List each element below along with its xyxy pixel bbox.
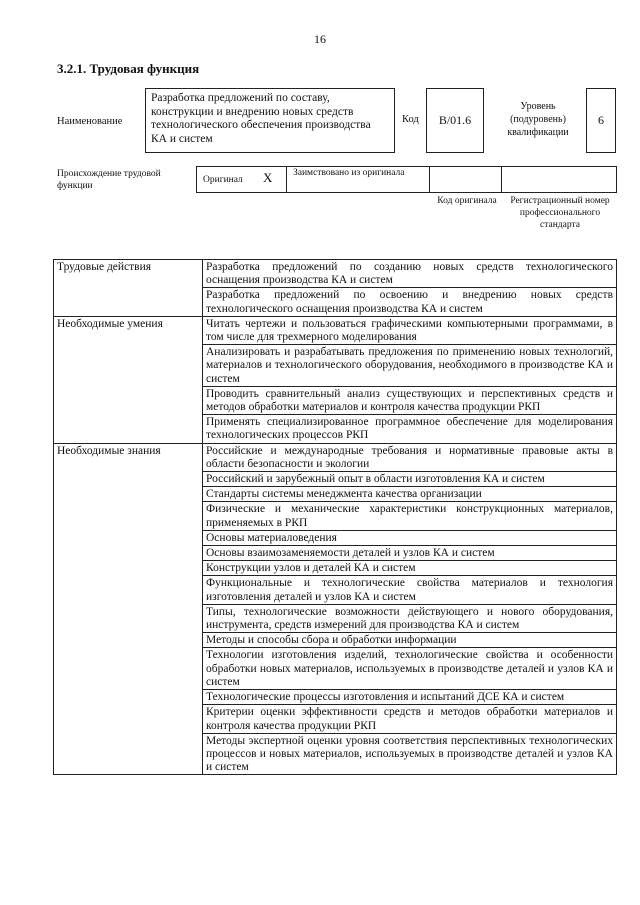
category-cell: Необходимые умения bbox=[54, 316, 203, 443]
requirement-item: Анализировать и разрабатывать предложения по применению новых технологий, материалов и технологического оборудования, необходимого в производстве КА и систем bbox=[203, 345, 617, 387]
origin-label: Происхождение трудовой функции bbox=[57, 169, 161, 191]
requirement-item: Российские и международные требования и нормативные правовые акты в области безопасности и экологии bbox=[203, 443, 617, 471]
requirement-item: Основы взаимозаменяемости деталей и узлов КА и систем bbox=[203, 546, 617, 561]
code-box bbox=[426, 88, 484, 153]
function-name-value: Разработка предложений по составу, конструкции и внедрению новых средств технологического обеспечения производства КА и систем bbox=[151, 92, 371, 145]
code-original-cell bbox=[429, 166, 501, 193]
requirement-item: Основы материаловедения bbox=[203, 530, 617, 545]
original-label: Оригинал bbox=[203, 175, 243, 185]
code-value: B/01.6 bbox=[438, 113, 472, 127]
section-title: 3.2.1. Трудовая функция bbox=[57, 61, 200, 76]
function-table bbox=[53, 259, 617, 775]
requirement-item: Технологии изготовления изделий, технологические свойства и особенности обработки новых материалов, используемых в производстве деталей и узлов КА и систем bbox=[203, 648, 617, 690]
function-name-box bbox=[145, 88, 395, 153]
requirement-item: Проводить сравнительный анализ существующих и перспективных средств и методов обработки материалов и контроля качества продукции РКП bbox=[203, 386, 617, 414]
level-label: Уровень (подуровень) квалификации bbox=[507, 101, 569, 138]
requirement-item: Конструкции узлов и деталей КА и систем bbox=[203, 561, 617, 576]
requirement-item: Физические и механические характеристики конструкционных материалов, применяемых в РКП bbox=[203, 502, 617, 530]
requirement-item: Стандарты системы менеджмента качества организации bbox=[203, 487, 617, 502]
table-row bbox=[54, 443, 617, 471]
category-cell: Трудовые действия bbox=[54, 260, 203, 317]
requirement-item: Методы экспертной оценки уровня соответствия перспективных технологических процессов и новых материалов, используемых в производстве деталей и узлов КА и систем bbox=[203, 733, 617, 775]
requirement-item: Методы и способы сбора и обработки информации bbox=[203, 633, 617, 648]
code-original-label: Код оригинала bbox=[437, 196, 497, 206]
requirement-item: Применять специализированное программное обеспечение для моделирования технологических процессов РКП bbox=[203, 415, 617, 443]
original-mark: X bbox=[263, 170, 273, 185]
page-number: 16 bbox=[314, 32, 326, 46]
requirement-item: Российский и зарубежный опыт в области изготовления КА и систем bbox=[203, 472, 617, 487]
reg-number-label: Регистрационный номер профессионального стандарта bbox=[510, 196, 610, 230]
code-label: Код bbox=[402, 114, 419, 125]
category-cell: Необходимые знания bbox=[54, 443, 203, 775]
requirement-item: Читать чертежи и пользоваться графическими компьютерными программами, в том числе для трехмерного моделирования bbox=[203, 316, 617, 344]
original-cell bbox=[196, 166, 286, 193]
reg-number-cell bbox=[501, 166, 617, 193]
borrowed-cell bbox=[286, 166, 429, 193]
requirement-item: Типы, технологические возможности действующего и нового оборудования, инструмента, средств измерений для производства КА и систем bbox=[203, 604, 617, 632]
level-box bbox=[586, 88, 616, 153]
requirement-item: Разработка предложений по освоению и внедрению новых средств технологического оснащения производства КА и систем bbox=[203, 288, 617, 316]
table-row bbox=[54, 316, 617, 344]
borrowed-label: Заимствовано из оригинала bbox=[293, 168, 405, 178]
requirement-item: Разработка предложений по созданию новых средств технологического оснащения производства КА и систем bbox=[203, 260, 617, 288]
requirement-item: Технологические процессы изготовления и испытаний ДСЕ КА и систем bbox=[203, 690, 617, 705]
name-label: Наименование bbox=[57, 116, 123, 127]
requirement-item: Критерии оценки эффективности средств и методов обработки материалов и контроля качества продукции РКП bbox=[203, 705, 617, 733]
origin-row bbox=[196, 166, 617, 193]
level-value: 6 bbox=[598, 113, 604, 127]
requirement-item: Функциональные и технологические свойства материалов и технология изготовления деталей и узлов КА и систем bbox=[203, 576, 617, 604]
table-row bbox=[54, 260, 617, 288]
